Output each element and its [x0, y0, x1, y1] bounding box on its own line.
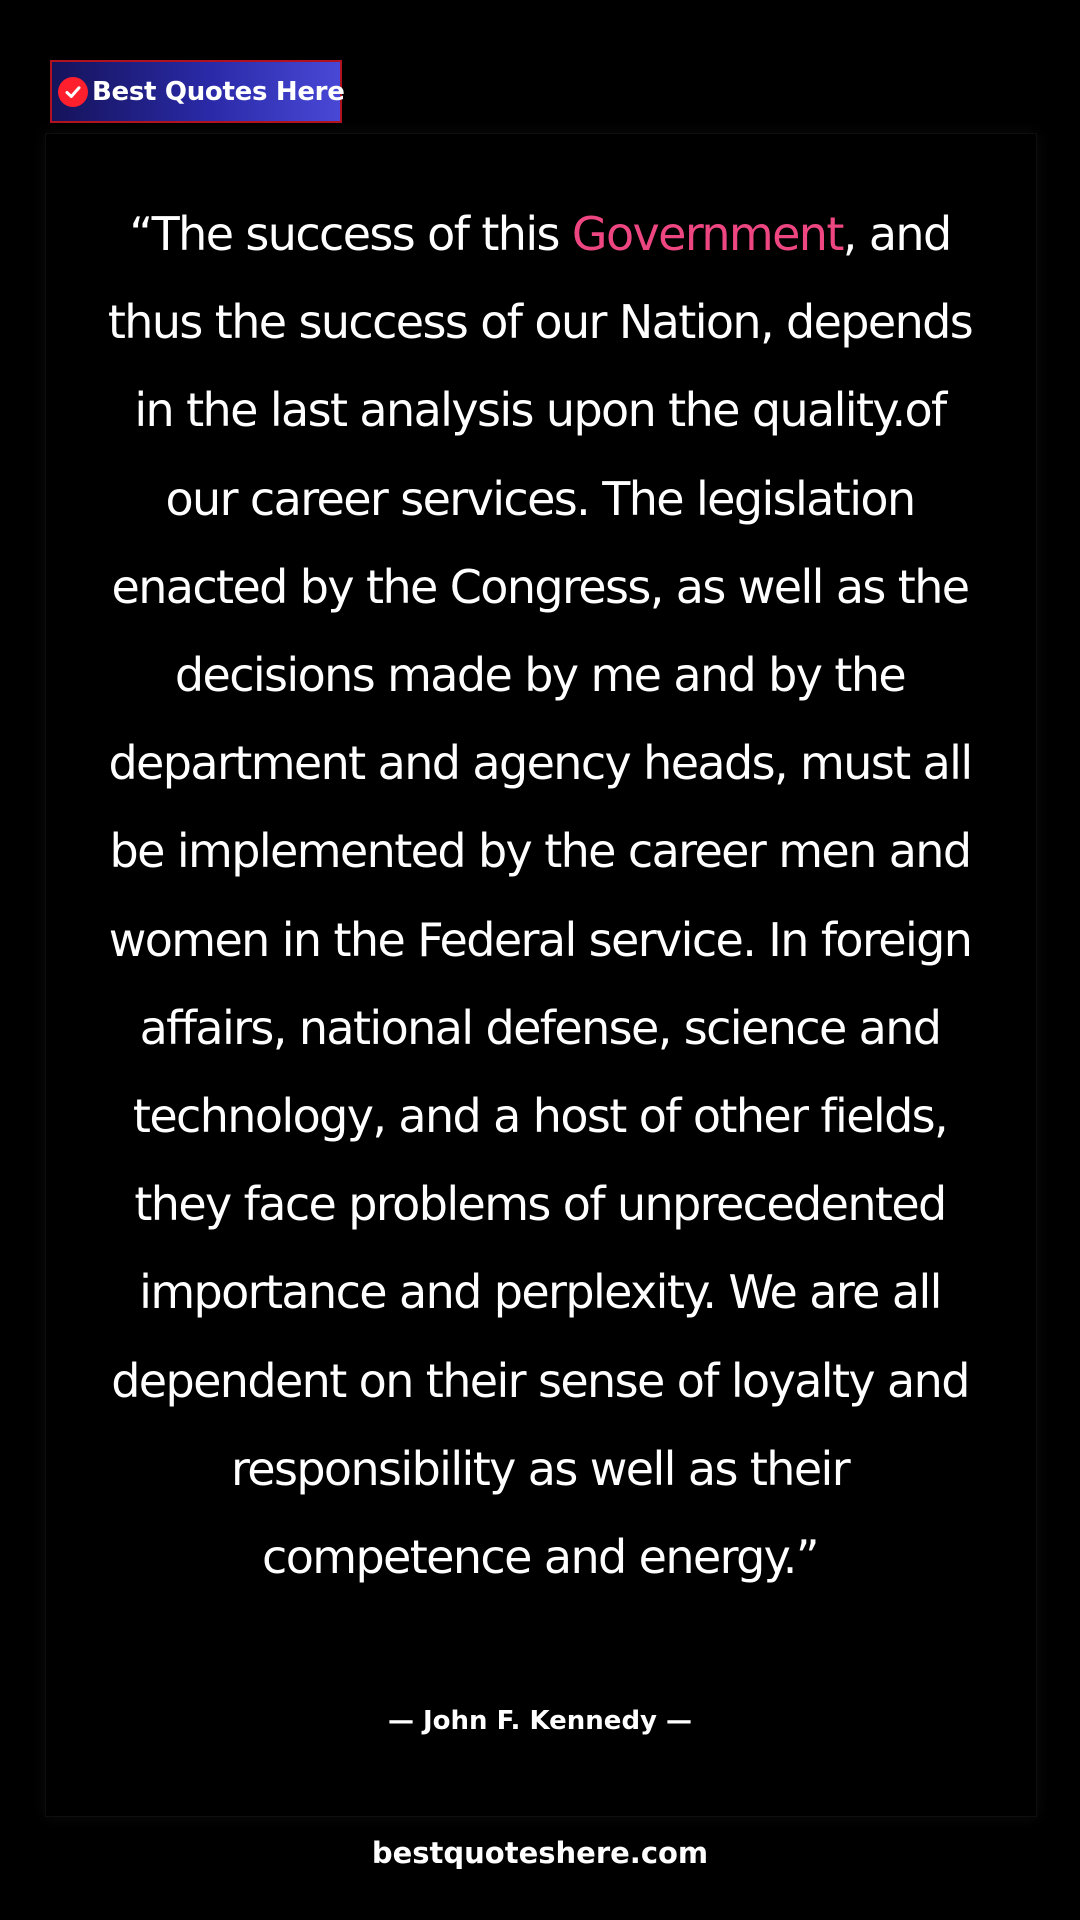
brand-badge [50, 60, 345, 123]
quote-text-rest: , and thus the success of our Nation, depends in the last analysis upon the quality.of our career services. The legislation enacted by the Congress, as well as the decisions made by me and by the department and agency heads, must all be implemented by the career men and women in the Federal service. In foreign affairs, national defense, science and technology, and a host of other fields, they face problems of unprecedented importance and perplexity. We are all dependent on their sense of loyalty and responsibility as well as their competence and energy.” [107, 207, 973, 1585]
check-circle-icon [58, 77, 88, 107]
quote-highlight-word: Government [571, 207, 843, 261]
quote-text [100, 190, 980, 1601]
quote-text-start: “The success of this [129, 207, 572, 261]
quote-author: — John F. Kennedy — [387, 1706, 693, 1736]
brand-badge-label: Best Quotes Here [92, 76, 345, 107]
website-footer: bestquoteshere.com [371, 1836, 709, 1870]
